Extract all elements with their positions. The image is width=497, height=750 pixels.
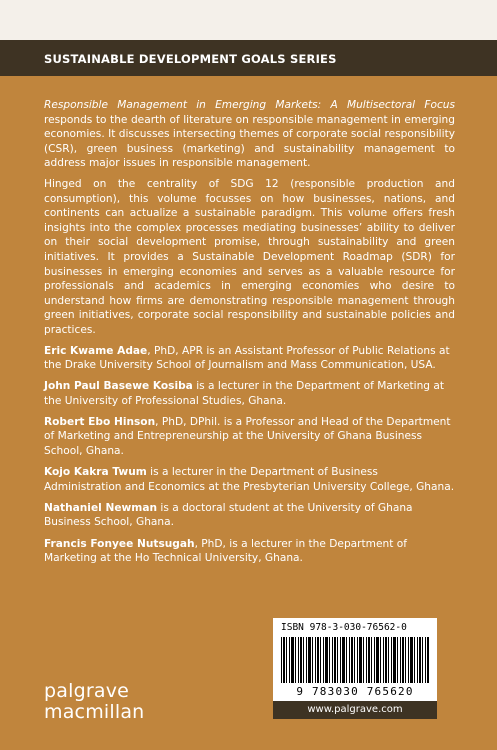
description-paragraph-2: Hinged on the centrality of SDG 12 (responsible production and consumption), this volume focusses on how businesses, nations, and continents can actualize a sustainable paradigm. This volume offers fresh insights into the complex processes mediating businesses’ ability to deliver on their social development promise, through sustainability and green initiatives. It provides a Sustainable Development Roadmap (SDR) for businesses in emerging economies and serves as a valuable resource for professionals and academics in emerging economies who desire to understand how firms are demonstrating responsible management through green initiatives, corporate social responsibility and sustainable policies and practices. — [44, 177, 455, 336]
publisher-logo-line-2: macmillan — [44, 701, 145, 723]
author-bio-5 — [44, 501, 455, 530]
isbn-label: ISBN 978-3-030-76562-0 — [281, 622, 407, 633]
description-paragraph-1 — [44, 98, 455, 171]
series-title: SUSTAINABLE DEVELOPMENT GOALS SERIES — [44, 52, 337, 66]
author-bio-2 — [44, 379, 455, 408]
book-title: Responsible Management in Emerging Markets: A Multisectoral Focus — [44, 99, 455, 111]
author-bio-4 — [44, 465, 455, 494]
barcode-icon — [281, 637, 429, 683]
author-bio-text: is a lecturer in the Department of Marketing at the University of Professional Studies, Ghana. — [44, 380, 445, 407]
author-bio-3 — [44, 415, 455, 459]
author-bio-text: is a doctoral student at the University of Ghana Business School, Ghana. — [44, 501, 413, 529]
author-name: John Paul Basewe Kosiba — [44, 380, 193, 393]
barcode-box — [273, 618, 437, 702]
author-name: Francis Fonyee Nutsugah — [44, 537, 195, 550]
description-p1-text: responds to the dearth of literature on responsible management in emerging economies. It discusses intersecting themes of corporate social responsibility (CSR), green business (marketing) and sustainability management to address major issues in responsible management. — [44, 113, 455, 170]
author-bio-6 — [44, 537, 455, 566]
author-name: Kojo Kakra Twum — [44, 466, 147, 479]
author-bio-text: , PhD, DPhil. is a Professor and Head of the Department of Marketing and Entrepreneurship at the University of Ghana Business School, Ghana. — [44, 415, 451, 458]
author-name: Nathaniel Newman — [44, 501, 158, 514]
author-name: Robert Ebo Hinson — [44, 415, 156, 428]
author-bio-text: is a lecturer in the Department of Business Administration and Economics at the Presbyterian University College, Ghana. — [44, 466, 455, 493]
blurb — [44, 98, 455, 572]
author-bio-1 — [44, 344, 455, 373]
author-bio-text: , PhD, APR is an Assistant Professor of Public Relations at the Drake University School of Journalism and Mass Communication, USA. — [44, 344, 450, 372]
author-bio-text: , PhD, is a lecturer in the Department of Marketing at the Ho Technical University, Ghana. — [44, 537, 407, 565]
top-margin — [0, 0, 497, 40]
barcode-digits: 9 783030 765620 — [296, 685, 414, 698]
author-name: Eric Kwame Adae — [44, 344, 148, 357]
publisher-url: www.palgrave.com — [273, 701, 437, 719]
publisher-logo-line-1: palgrave — [44, 680, 130, 702]
